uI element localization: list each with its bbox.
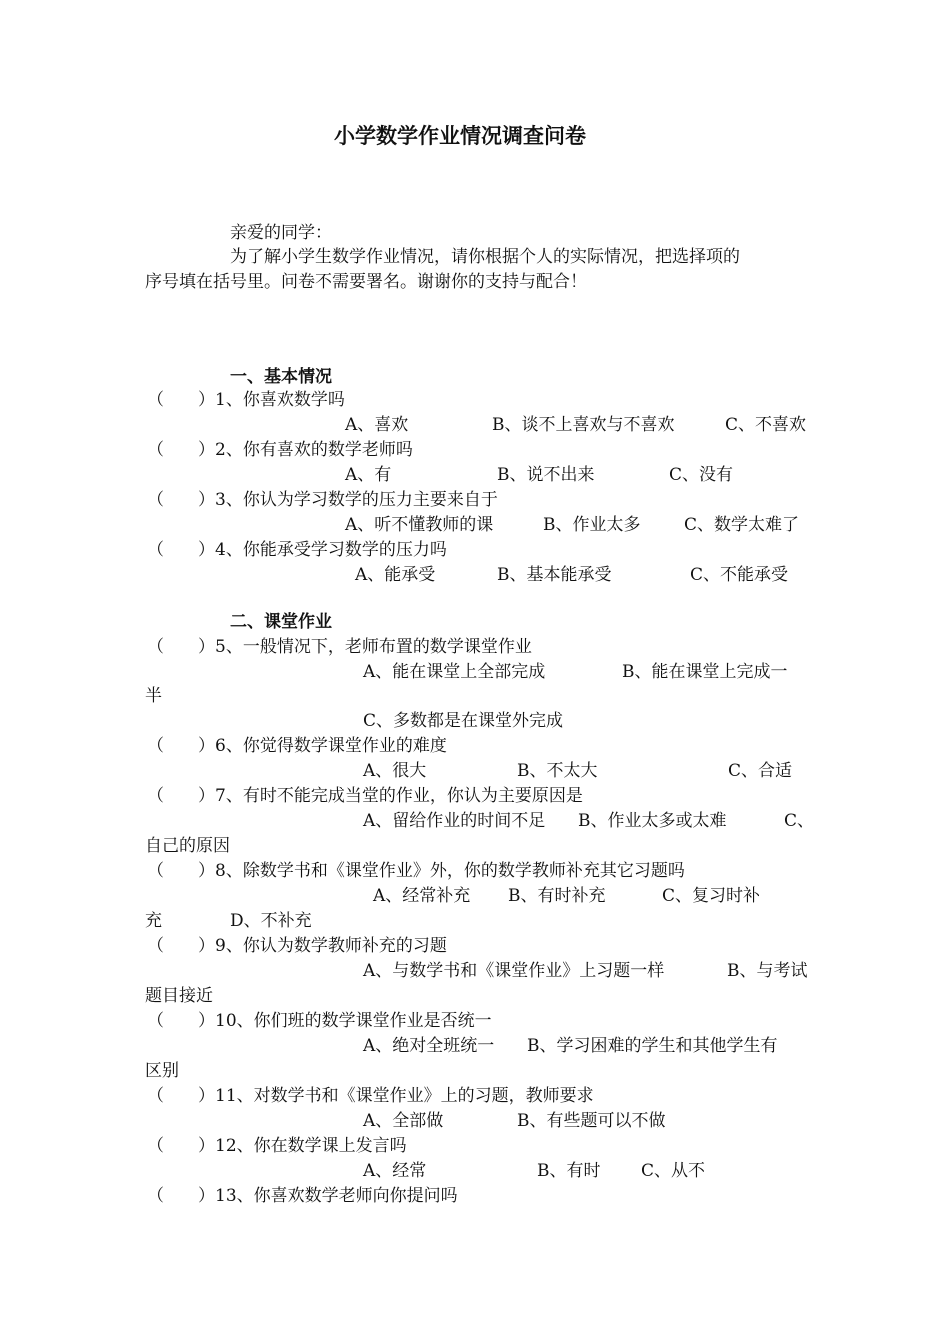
q11-option-b: B、有些题可以不做: [517, 1111, 666, 1131]
question-11: （ ）11、对数学书和《课堂作业》上的习题，教师要求: [147, 1086, 594, 1106]
q5-option-a: A、能在课堂上全部完成: [363, 662, 546, 682]
q9-option-b: B、与考试: [727, 961, 808, 981]
section-heading-2: 二、课堂作业: [230, 612, 332, 632]
q1-option-a: A、喜欢: [345, 415, 409, 435]
q12-option-b: B、有时: [537, 1161, 601, 1181]
question-6: （ ）6、你觉得数学课堂作业的难度: [147, 736, 447, 756]
q1-option-c: C、不喜欢: [725, 415, 807, 435]
q9-option-b-wrap: 题目接近: [145, 986, 213, 1006]
intro-line-1: 为了解小学生数学作业情况，请你根据个人的实际情况，把选择项的: [230, 247, 740, 267]
question-12: （ ）12、你在数学课上发言吗: [147, 1136, 407, 1156]
q5-option-b-wrap: 半: [145, 686, 162, 706]
q3-option-b: B、作业太多: [543, 515, 641, 535]
question-3: （ ）3、你认为学习数学的压力主要来自于: [147, 490, 498, 510]
q8-option-c: C、复习时补: [662, 886, 761, 906]
q7-option-a: A、留给作业的时间不足: [363, 811, 546, 831]
question-1: （ ）1、你喜欢数学吗: [147, 390, 345, 410]
q2-option-c: C、没有: [669, 465, 734, 485]
q6-option-c: C、合适: [728, 761, 793, 781]
q2-option-b: B、说不出来: [497, 465, 595, 485]
q1-option-b: B、谈不上喜欢与不喜欢: [492, 415, 675, 435]
question-9: （ ）9、你认为数学教师补充的习题: [147, 936, 447, 956]
q3-option-a: A、听不懂教师的课: [345, 515, 494, 535]
q7-option-c: C、: [784, 811, 815, 831]
q8-option-d: D、不补充: [230, 911, 312, 931]
page-title: 小学数学作业情况调查问卷: [334, 124, 586, 148]
q6-option-a: A、很大: [363, 761, 427, 781]
question-5: （ ）5、一般情况下，老师布置的数学课堂作业: [147, 637, 532, 657]
q7-option-b: B、作业太多或太难: [578, 811, 727, 831]
question-2: （ ）2、你有喜欢的数学老师吗: [147, 440, 413, 460]
q3-option-c: C、数学太难了: [684, 515, 800, 535]
q10-option-a: A、绝对全班统一: [363, 1036, 495, 1056]
q10-option-b-wrap: 区别: [145, 1061, 179, 1081]
q11-option-a: A、全部做: [363, 1111, 444, 1131]
question-13: （ ）13、你喜欢数学老师向你提问吗: [147, 1186, 458, 1206]
q4-option-a: A、能承受: [355, 565, 436, 585]
q8-option-a: A、经常补充: [373, 886, 471, 906]
intro-line-2: 序号填在括号里。问卷不需要署名。谢谢你的支持与配合！: [145, 272, 587, 292]
question-7: （ ）7、有时不能完成当堂的作业，你认为主要原因是: [147, 786, 583, 806]
q10-option-b: B、学习困难的学生和其他学生有: [527, 1036, 778, 1056]
q12-option-a: A、经常: [363, 1161, 427, 1181]
q8-option-b: B、有时补充: [508, 886, 606, 906]
q5-option-c: C、多数都是在课堂外完成: [363, 711, 564, 731]
q2-option-a: A、有: [345, 465, 392, 485]
q6-option-b: B、不太大: [517, 761, 598, 781]
greeting: 亲爱的同学：: [230, 223, 332, 243]
q4-option-b: B、基本能承受: [497, 565, 612, 585]
q5-option-b: B、能在课堂上完成一: [622, 662, 788, 682]
q7-option-c-wrap: 自己的原因: [145, 836, 230, 856]
q9-option-a: A、与数学书和《课堂作业》上习题一样: [363, 961, 665, 981]
q12-option-c: C、从不: [641, 1161, 706, 1181]
question-10: （ ）10、你们班的数学课堂作业是否统一: [147, 1011, 492, 1031]
q8-option-c-wrap: 充: [145, 911, 162, 931]
q4-option-c: C、不能承受: [690, 565, 789, 585]
section-heading-1: 一、基本情况: [230, 367, 332, 387]
question-4: （ ）4、你能承受学习数学的压力吗: [147, 540, 447, 560]
question-8: （ ）8、除数学书和《课堂作业》外，你的数学教师补充其它习题吗: [147, 861, 685, 881]
